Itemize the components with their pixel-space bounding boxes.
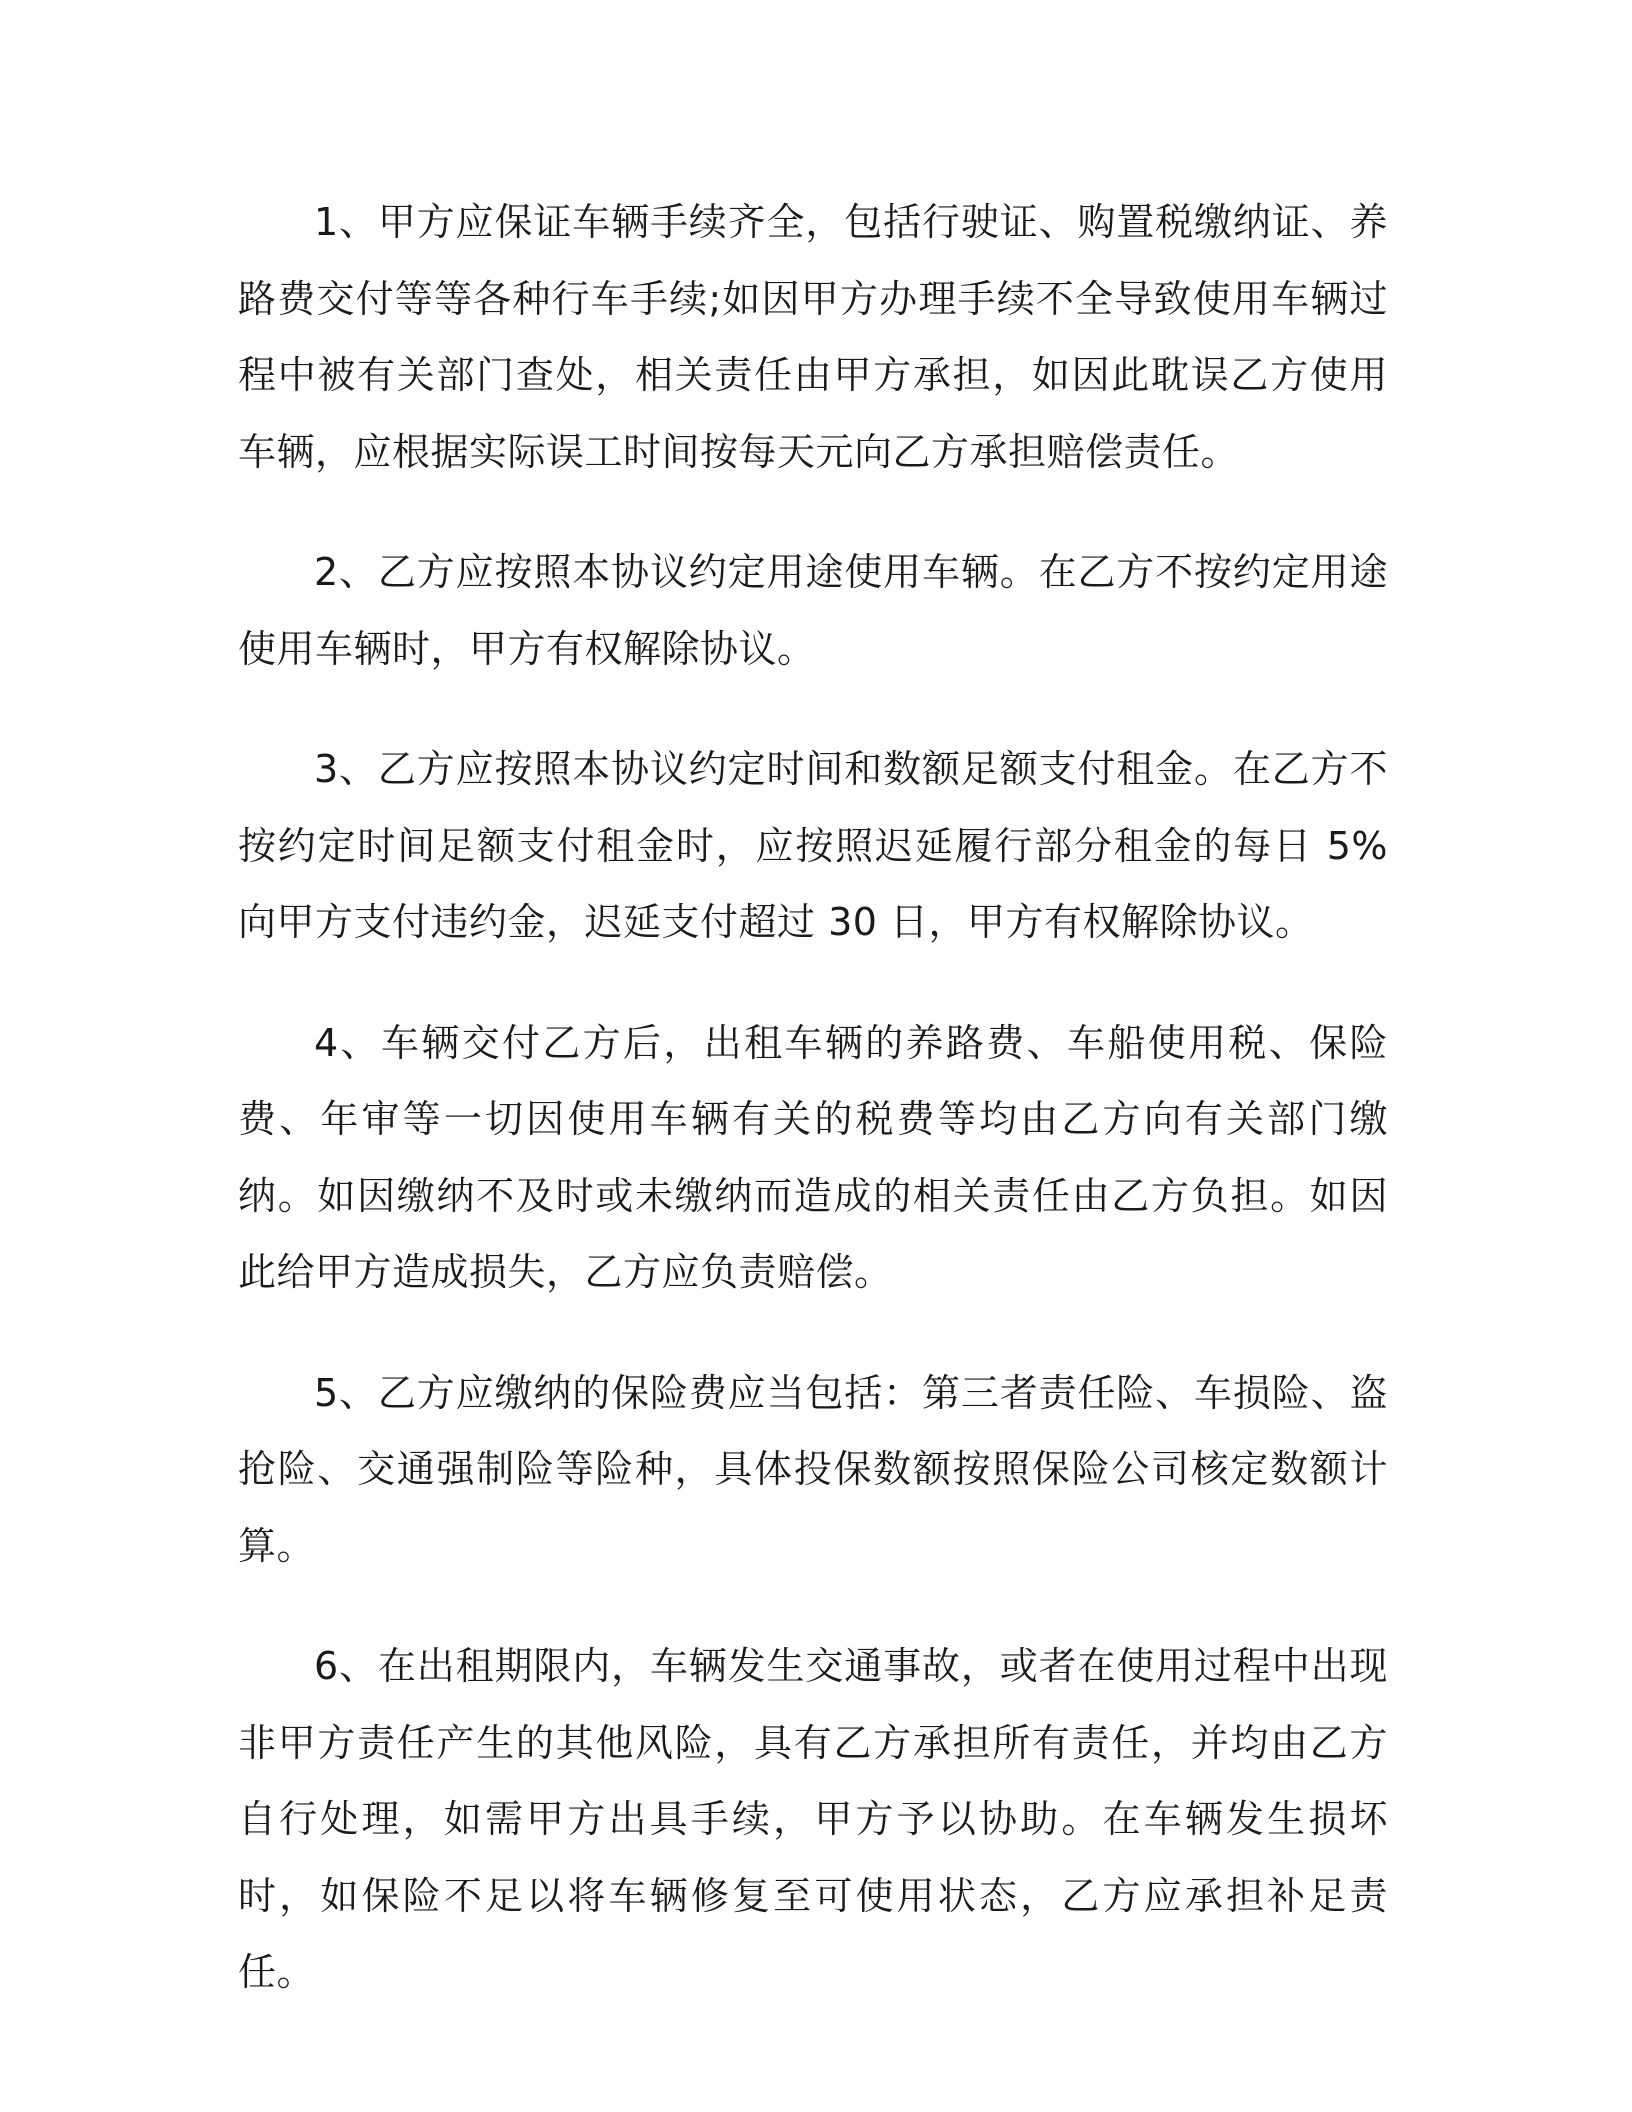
- clause-5: 5、乙方应缴纳的保险费应当包括：第三者责任险、车损险、盗抢险、交通强制险等险种，具体投保数额按照保险公司核定数额计算。: [238, 1370, 1388, 1568]
- clause-2: 2、乙方应按照本协议约定用途使用车辆。在乙方不按约定用途使用车辆时，甲方有权解除协议。: [238, 550, 1388, 671]
- clause-1: 1、甲方应保证车辆手续齐全，包括行驶证、购置税缴纳证、养路费交付等等各种行车手续;如因甲方办理手续不全导致使用车辆过程中被有关部门查处，相关责任由甲方承担，如因此耽误乙方使用车辆，应根据实际误工时间按每天元向乙方承担赔偿责任。: [238, 200, 1388, 474]
- clause-4: 4、车辆交付乙方后，出租车辆的养路费、车船使用税、保险费、年审等一切因使用车辆有关的税费等均由乙方向有关部门缴纳。如因缴纳不及时或未缴纳而造成的相关责任由乙方负担。如因此给甲方造成损失，乙方应负责赔偿。: [238, 1020, 1388, 1294]
- clause-3: 3、乙方应按照本协议约定时间和数额足额支付租金。在乙方不按约定时间足额支付租金时，应按照迟延履行部分租金的每日 5%向甲方支付违约金，迟延支付超过 30 日，甲方有权解除协议。: [238, 747, 1388, 944]
- clause-6: 6、在出租期限内，车辆发生交通事故，或者在使用过程中出现非甲方责任产生的其他风险，具有乙方承担所有责任，并均由乙方自行处理，如需甲方出具手续，甲方予以协助。在车辆发生损坏时，如保险不足以将车辆修复至可使用状态，乙方应承担补足责任。: [238, 1644, 1388, 1994]
- document-body: [238, 184, 1388, 2055]
